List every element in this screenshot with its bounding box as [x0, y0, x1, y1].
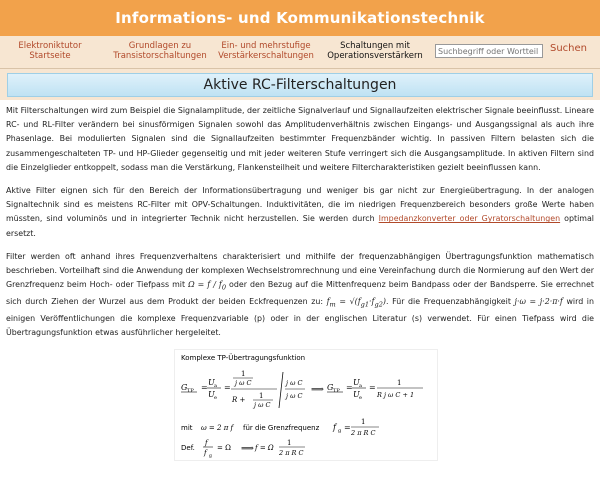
- grenz-label: für die Grenzfrequenz: [243, 424, 320, 433]
- article-content: [0, 100, 600, 482]
- formula-figure: [174, 349, 438, 461]
- f-one: 1: [287, 439, 292, 448]
- g-tp: G: [181, 383, 188, 393]
- math-sub: 0: [221, 283, 226, 292]
- nav-item-label: Verstärkerschaltungen: [218, 51, 314, 61]
- formula-caption: Komplexe TP-Übertragungsfunktion: [181, 354, 306, 363]
- paragraph-text: Filter werden oft anhand ihres Frequenzverhaltens charakterisiert und mithilfe der frequenzabhängigen Übertragungsfunktion mathematisch beschrieben. Vorteilhaft sind die Anwendung der komplexen Wechselstromrechnung und eine Vereinfachung durch die Normierung auf den Wert der Grenzfrequenz beim Hoch- oder Tiefpass mit: [6, 251, 594, 290]
- nav-item-label: Ein- und mehrstufige: [221, 41, 311, 51]
- link-impedanzkonverter[interactable]: Impedanzkonverter oder Gyratorschaltungen: [378, 214, 561, 224]
- equals-3: =: [346, 383, 353, 393]
- fg-sub: g: [338, 428, 342, 435]
- paragraph-text: optimal ersetzt.: [6, 214, 594, 238]
- ua-2: U: [353, 378, 360, 388]
- paragraph-text: . Für die Frequenzabhängigkeit: [385, 297, 515, 307]
- fg-2pirc: 2 π R C: [351, 429, 376, 438]
- equals-4: =: [369, 383, 376, 393]
- ue-2: U: [353, 390, 360, 400]
- nav-item-label: Transistorschaltungen: [113, 51, 207, 61]
- ue-1-sub: e: [214, 395, 217, 402]
- math-sub: g1: [360, 300, 370, 309]
- math-text: Ω = f / f: [188, 280, 222, 290]
- arrow-2: ⟹: [241, 444, 254, 455]
- mult-jwc-1: j ω C: [286, 379, 303, 388]
- ue-1: U: [208, 390, 215, 400]
- g-tp-2-sub: TP: [333, 388, 340, 395]
- search-button[interactable]: Suchen: [550, 43, 588, 54]
- math-text: f: [326, 297, 330, 307]
- g-tp-2: G: [327, 383, 334, 393]
- equals-2: =: [224, 383, 231, 393]
- res-rjwc1: R j ω C + 1: [377, 391, 415, 400]
- nav-item-label: Grundlagen zu: [128, 41, 192, 51]
- ua-1-sub: a: [214, 383, 217, 390]
- def-label: Def.: [181, 444, 195, 453]
- nav-item-label: Operationsverstärkern: [327, 51, 423, 61]
- def-omega: = Ω: [217, 444, 231, 453]
- nav-item-verstaerker[interactable]: [216, 41, 316, 61]
- math-sub: g2: [374, 300, 383, 309]
- g-tp-sub: TP: [187, 388, 194, 395]
- den-one: 1: [259, 392, 264, 401]
- paragraph-intro: Mit Filterschaltungen wird zum Beispiel die Signalamplitude, der zeitliche Signalverlauf und Signallaufzeiten elektrischer Signale beeinflusst. Lineare RC- und RL-Filter verändern bei sinusförmigen Signalen sowohl das Amplitudenverhältnis zwischen Eingangs- und Ausgangssignal als auch ihre Phasenlage. Bei modulierten Signalen sind die Signallaufzeiten bestimmter Frequenzbänder wichtig. In passiven Filtern belasten sich die zusammengeschalteten TP- und HP-Glieder gegenseitig und mit jeder weiteren Stufe verringert sich die Ausgangsamplitude. In aktiven Filtern sind die Einzelglieder entkoppelt, sodass man die Verstärkung, Flankensteilheit und weitere Filtercharakteristiken gezielt beeinflussen kann.: [6, 106, 594, 172]
- def-f: f: [205, 439, 208, 448]
- den-r-plus: R +: [232, 396, 246, 405]
- math-text: ·f: [369, 297, 375, 307]
- page-title-bar: [7, 73, 593, 97]
- site-header: [0, 0, 600, 36]
- math-omega: [188, 280, 226, 292]
- fg-label: f: [333, 423, 336, 433]
- search-input[interactable]: [435, 44, 543, 58]
- equals-5: =: [344, 423, 351, 433]
- nav-item-label: Schaltungen mit: [340, 41, 410, 51]
- equals-1: =: [201, 383, 208, 393]
- num-jwc: j ω C: [235, 379, 252, 388]
- ua-1: U: [208, 378, 215, 388]
- paragraph-text: Aktive Filter eignen sich für den Bereich der Informationsübertragung und weniger bis gar nicht zur Energieübertragung. In der analogen Signaltechnik sind es meistens RC-Filter mit OPV-Schaltungen. Induktivitäten, die im niedrigen Frequenzbereich besonders große Werte haben müssten, sind voluminös und in integrierter Technik nicht herzustellen. Sie werden durch: [6, 186, 594, 224]
- formula-graphic: [175, 350, 437, 460]
- f-2pirc: 2 π R C: [279, 449, 304, 458]
- ue-2-sub: e: [359, 395, 362, 402]
- omega-def: ω = 2 π f: [201, 424, 234, 433]
- arrow-1: ⟹: [311, 385, 324, 396]
- nav-item-label: Elektroniktutor: [18, 41, 82, 51]
- paragraph-text: oder den Bezug auf die Mittenfrequenz beim Bandpass oder der Bandsperre. Sie errechnet sich durch Ziehen der Wurzel aus dem Produkt der beiden Eckfrequenzen zu:: [6, 280, 594, 307]
- math-fm: [326, 297, 386, 309]
- site-title[interactable]: Informations- und Kommunikationstechnik: [115, 9, 485, 27]
- def-fg: f: [204, 449, 207, 458]
- nav-item-start[interactable]: [14, 41, 86, 61]
- res-one: 1: [397, 379, 402, 388]
- page-title: Aktive RC-Filterschaltungen: [203, 77, 397, 93]
- mult-jwc-2: j ω C: [286, 392, 303, 401]
- math-jw: j·ω = j·2·π·f: [514, 297, 563, 307]
- def-fg-sub: g: [209, 454, 212, 460]
- paragraph-active-filters: [6, 184, 594, 241]
- ua-2-sub: a: [359, 383, 362, 390]
- math-sub: m: [329, 300, 336, 309]
- mit-label: mit: [181, 424, 193, 433]
- paragraph-transfer-function: [6, 250, 594, 340]
- num-one: 1: [241, 370, 246, 379]
- top-navigation: [0, 36, 600, 69]
- nav-item-opv[interactable]: [320, 41, 430, 61]
- math-text: ): [382, 297, 386, 307]
- f-eq-omega: f = Ω: [255, 444, 274, 453]
- fg-one: 1: [361, 418, 366, 427]
- nav-item-label: Startseite: [29, 51, 71, 61]
- math-text: = √(f: [335, 297, 361, 307]
- den-jwc: j ω C: [254, 401, 271, 410]
- paragraph-text: wird in einigen Veröffentlichungen die komplexe Frequenzvariable (p) oder in der englischen Literatur (s) verwendet. Für einen Tiefpass wird die Übertragungsfunktion etwas ausführlicher hergeleitet.: [6, 297, 594, 337]
- nav-item-transistor[interactable]: [110, 41, 210, 61]
